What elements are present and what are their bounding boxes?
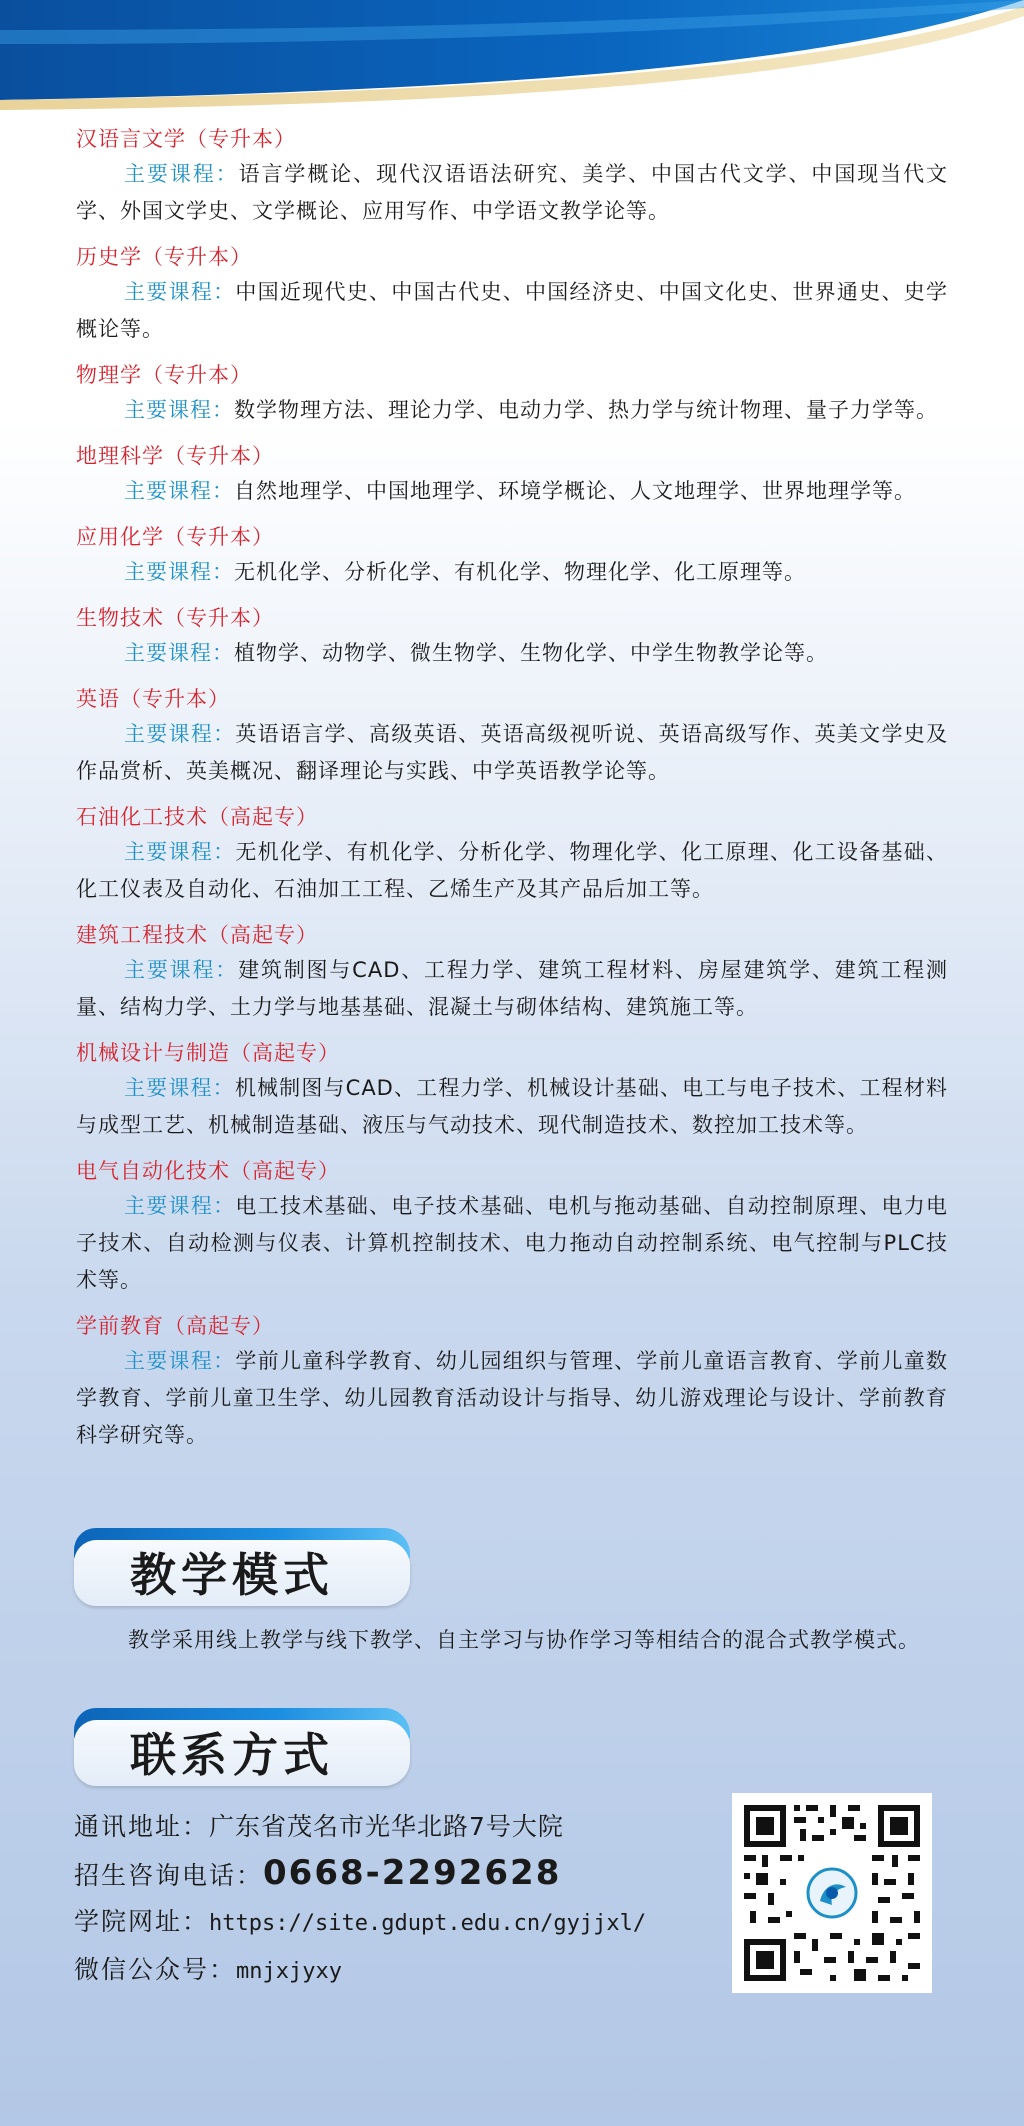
course-list: 电工技术基础、电子技术基础、电机与拖动基础、自动控制原理、电力电子技术、自动检测与仪表、计算机控制技术、电力拖动自动控制系统、电气控制与PLC技术等。 [76,1194,948,1292]
major-courses [76,1070,948,1144]
major-item [76,1154,948,1299]
phone-label: 招生咨询电话： [74,1861,264,1890]
majors-list [76,122,948,1464]
site-link[interactable]: https://site.gdupt.edu.cn/gyjjxl/ [209,1911,647,1936]
major-courses [76,473,948,510]
course-list: 植物学、动物学、微生物学、生物化学、中学生物教学论等。 [234,641,828,665]
major-title: 应用化学（专升本） [76,525,274,549]
course-list: 无机化学、分析化学、有机化学、物理化学、化工原理等。 [234,560,806,584]
course-label: 主要课程： [124,958,239,982]
major-item [76,682,948,790]
course-list: 英语语言学、高级英语、英语高级视听说、英语高级写作、英美文学史及作品赏析、英美概况、翻译理论与实践、中学英语教学论等。 [76,722,948,783]
major-courses [76,635,948,672]
contact-wechat [74,1947,734,1995]
teaching-mode-heading [74,1528,410,1608]
major-item [76,520,948,591]
course-label: 主要课程： [124,1076,235,1100]
contact-info [74,1804,734,1995]
major-item [76,240,948,348]
course-list: 语言学概论、现代汉语语法研究、美学、中国古代文学、中国现当代文学、外国文学史、文学概论、应用写作、中学语文教学论等。 [76,162,949,223]
course-label: 主要课程： [124,722,236,746]
major-title: 石油化工技术（高起专） [76,805,318,829]
top-banner [0,0,1024,110]
major-courses [76,716,948,790]
major-item [76,1036,948,1144]
contact-heading [74,1708,410,1788]
major-item [76,800,948,908]
course-list: 学前儿童科学教育、幼儿园组织与管理、学前儿童语言教育、学前儿童数学教育、学前儿童卫生学、幼儿园教育活动设计与指导、幼儿游戏理论与设计、学前教育科学研究等。 [76,1349,948,1447]
major-courses [76,554,948,591]
major-title: 物理学（专升本） [76,363,252,387]
major-courses [76,1188,948,1299]
course-label: 主要课程： [124,479,234,503]
course-label: 主要课程： [124,560,234,584]
teaching-mode-text: 教学采用线上教学与线下教学、自主学习与协作学习等相结合的混合式教学模式。 [128,1628,920,1652]
major-title: 汉语言文学（专升本） [76,127,296,151]
course-label: 主要课程： [124,641,234,665]
course-list: 机械制图与CAD、工程力学、机械设计基础、电工与电子技术、工程材料与成型工艺、机械制造基础、液压与气动技术、现代制造技术、数控加工技术等。 [76,1076,948,1137]
major-title: 电气自动化技术（高起专） [76,1159,340,1183]
major-courses [76,392,948,429]
major-title: 地理科学（专升本） [76,444,274,468]
major-title: 建筑工程技术（高起专） [76,923,318,947]
major-courses [76,156,948,230]
qr-code-icon[interactable] [732,1793,932,1993]
contact-address [74,1804,734,1850]
major-item [76,439,948,510]
course-label: 主要课程： [124,840,236,864]
major-title: 历史学（专升本） [76,245,252,269]
heading-label: 联系方式 [130,1728,334,1782]
wechat-value: mnjxjyxy [236,1959,342,1984]
major-title: 生物技术（专升本） [76,606,274,630]
course-list: 建筑制图与CAD、工程力学、建筑工程材料、房屋建筑学、建筑工程测量、结构力学、土力学与地基基础、混凝土与砌体结构、建筑施工等。 [76,958,948,1019]
address-value: 广东省茂名市光华北路7号大院 [209,1812,564,1841]
course-list: 自然地理学、中国地理学、环境学概论、人文地理学、世界地理学等。 [234,479,916,503]
major-title: 学前教育（高起专） [76,1314,274,1338]
major-title: 英语（专升本） [76,687,230,711]
major-title: 机械设计与制造（高起专） [76,1041,340,1065]
major-courses [76,1343,948,1454]
contact-phone [74,1850,734,1899]
course-list: 中国近现代史、中国古代史、中国经济史、中国文化史、世界通史、史学概论等。 [76,280,948,341]
course-label: 主要课程： [124,162,239,186]
major-courses [76,952,948,1026]
course-label: 主要课程： [124,398,234,422]
course-label: 主要课程： [124,1349,236,1373]
site-label: 学院网址： [74,1907,210,1936]
major-item [76,601,948,672]
major-item [76,358,948,429]
course-label: 主要课程： [124,1194,236,1218]
course-list: 无机化学、有机化学、分析化学、物理化学、化工原理、化工设备基础、化工仪表及自动化、石油加工工程、乙烯生产及其产品后加工等。 [76,840,948,901]
course-list: 数学物理方法、理论力学、电动力学、热力学与统计物理、量子力学等。 [234,398,938,422]
wechat-label: 微信公众号： [74,1955,237,1984]
phone-value[interactable]: 0668-2292628 [263,1853,562,1893]
major-item [76,122,948,230]
major-item [76,1309,948,1454]
address-label: 通讯地址： [74,1812,210,1841]
course-label: 主要课程： [124,280,236,304]
major-courses [76,834,948,908]
major-courses [76,274,948,348]
major-item [76,918,948,1026]
contact-site [74,1899,734,1947]
heading-label: 教学模式 [130,1548,334,1602]
